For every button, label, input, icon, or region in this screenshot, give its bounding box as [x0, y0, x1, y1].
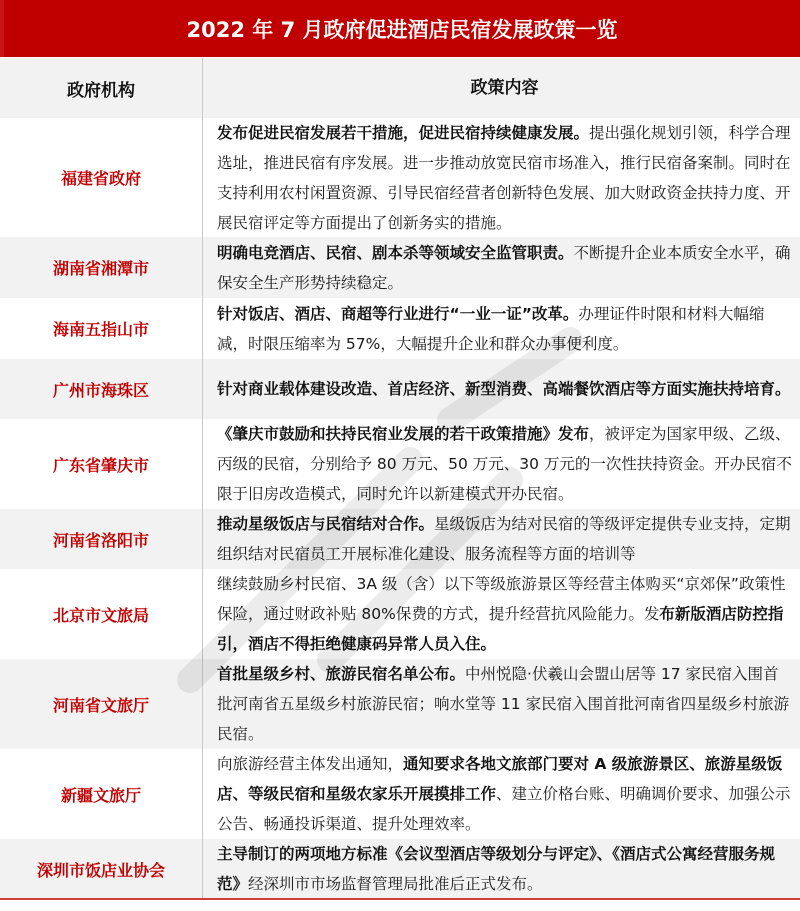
table-row [0, 118, 800, 237]
policy-content-cell [203, 359, 800, 419]
table-row [0, 419, 800, 509]
agency-cell: 深圳市饭店业协会 [0, 839, 203, 899]
table-row [0, 839, 800, 899]
policy-text: 不断提升企业本质安全水平，确保安全生产形势持续稳定。 [217, 243, 791, 292]
table-title: 2022 年 7 月政府促进酒店民宿发展政策一览 [0, 0, 800, 57]
table-row [0, 659, 800, 749]
agency-cell: 河南省文旅厅 [0, 659, 203, 749]
policy-highlight-text: 《肇庆市鼓励和扶持民宿业发展的若干政策措施》发布 [217, 425, 590, 443]
policy-text: ，被评定为国家甲级、乙级、丙级的民宿，分别给予 80 万元、50 万元、30 万元的一次性扶持资金。开办民宿不限于旧房改造模式，同时允许以新建模式开办民宿。 [217, 425, 792, 503]
policy-content-cell [203, 659, 800, 749]
table-body [0, 118, 800, 899]
table-row [0, 749, 800, 839]
agency-cell: 北京市文旅局 [0, 569, 203, 659]
policy-text: 提出强化规划引领，科学合理选址，推进民宿有序发展。进一步推动放宽民宿市场准入，推行民宿备案制。同时在支持利用农村闲置资源、引导民宿经营者创新特色发展、加大财政资金扶持力度、开展民宿评定等方面提出了创新务实的措施。 [217, 123, 791, 232]
agency-cell: 广州市海珠区 [0, 359, 203, 419]
policy-highlight-text: 布新版酒店防控指引，酒店不得拒绝健康码异常人员入住。 [217, 605, 784, 653]
policy-highlight-text: 针对饭店、酒店、商超等行业进行“一业一证”改革。 [217, 304, 579, 323]
policy-highlight-text: 通知要求各地文旅部门要对 A 级旅游景区、旅游星级饭店、等级民宿和星级农家乐开展摸排工作 [217, 755, 783, 803]
agency-cell: 湖南省湘潭市 [0, 237, 203, 298]
policy-highlight-text: 针对商业载体建设改造、首店经济、新型消费、高端餐饮酒店等方面实施扶持培育。 [217, 380, 791, 398]
policy-content-cell [203, 237, 800, 298]
policy-text: 向旅游经营主体发出通知， [217, 755, 404, 773]
policy-content-cell [203, 298, 800, 359]
policy-highlight-text: 主导制订的两项地方标准《会议型酒店等级划分与评定》、《酒店式公寓经营服务规范》 [217, 845, 776, 893]
policy-content-cell [203, 749, 800, 839]
table-row [0, 359, 800, 419]
policy-highlight-text: 推动星级饭店与民宿结对合作。 [217, 515, 435, 533]
policy-text: 星级饭店为结对民宿的等级评定提供专业支持，定期组织结对民宿员工开展标准化建设、服务流程等方面的培训等 [217, 515, 791, 563]
table-row [0, 298, 800, 359]
policy-highlight-text: 明确电竞酒店、民宿、剧本杀等领域安全监管职责。 [217, 243, 574, 262]
policy-content-cell [203, 839, 800, 899]
agency-cell: 河南省洛阳市 [0, 509, 203, 569]
policy-content-cell [203, 419, 800, 509]
bottom-divider [0, 898, 800, 900]
policy-highlight-text: 发布促进民宿发展若干措施，促进民宿持续健康发展。 [217, 123, 590, 142]
column-header-agency: 政府机构 [0, 58, 203, 118]
policy-text: 经深圳市市场监督管理局批准后正式发布。 [248, 875, 543, 893]
policy-table [0, 58, 800, 899]
table-header-row [0, 58, 800, 118]
policy-text: 办理证件时限和材料大幅缩减，时限压缩率为 57%，大幅提升企业和群众办事便利度。 [217, 304, 765, 353]
policy-content-cell [203, 569, 800, 659]
table-row [0, 569, 800, 659]
agency-cell: 新疆文旅厅 [0, 749, 203, 839]
table-row [0, 509, 800, 569]
policy-text: 中州悦隐·伏羲山会盟山居等 17 家民宿入围首批河南省五星级乡村旅游民宿；响水堂等 11 家民宿入围首批河南省四星级乡村旅游民宿。 [217, 665, 790, 743]
policy-text: 、建立价格台账、明确调价要求、加强公示公告、畅通投诉渠道、提升处理效率。 [217, 785, 791, 833]
policy-highlight-text: 首批星级乡村、旅游民宿名单公布。 [217, 665, 466, 683]
agency-cell: 福建省政府 [0, 118, 203, 237]
agency-cell: 海南五指山市 [0, 298, 203, 359]
agency-cell: 广东省肇庆市 [0, 419, 203, 509]
policy-content-cell [203, 509, 800, 569]
policy-text: 继续鼓励乡村民宿、3A 级（含）以下等级旅游景区等经营主体购买“京郊保”政策性保险，通过财政补贴 80%保费的方式，提升经营抗风险能力。发 [217, 575, 786, 623]
column-header-content: 政策内容 [470, 78, 539, 98]
policy-content-cell [203, 118, 800, 237]
table-row [0, 237, 800, 298]
